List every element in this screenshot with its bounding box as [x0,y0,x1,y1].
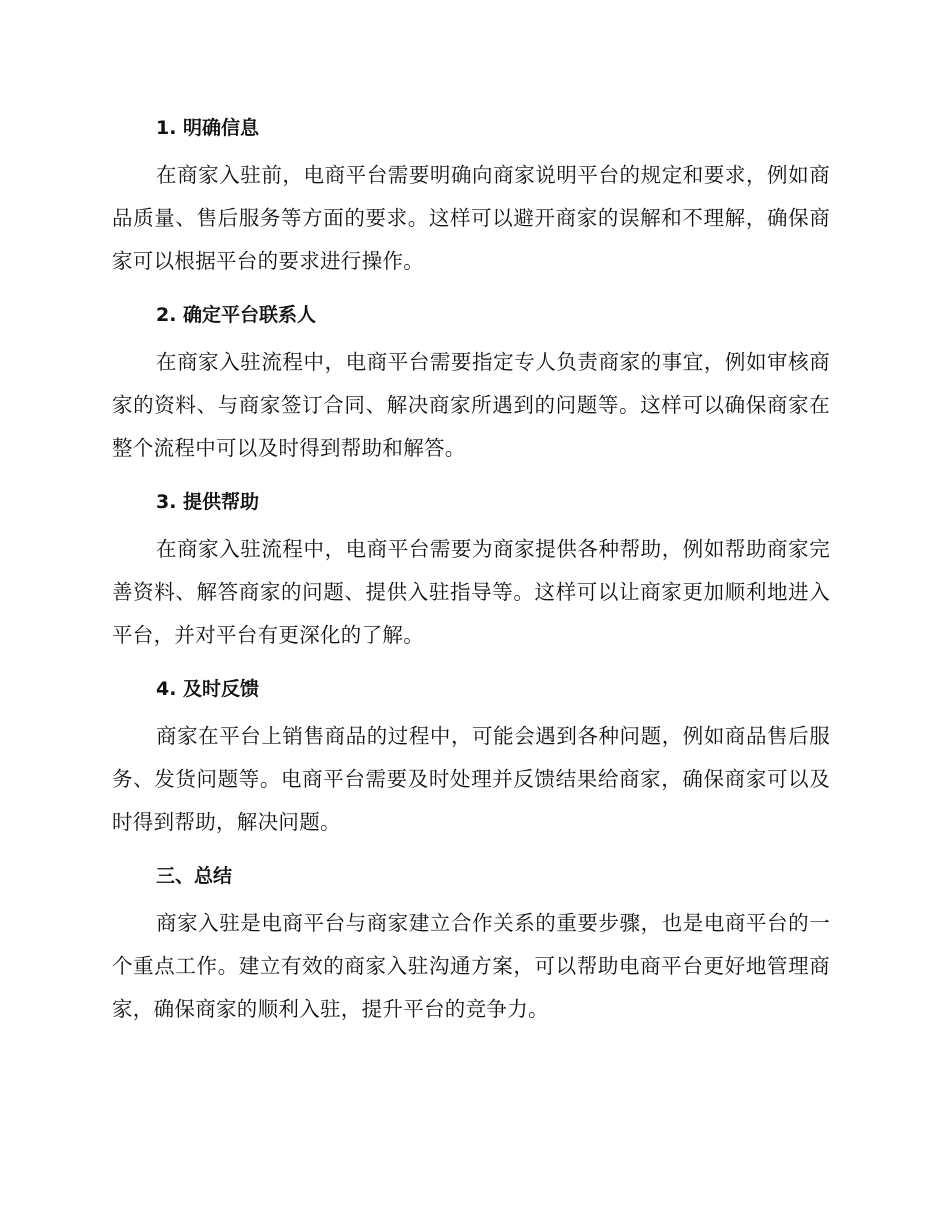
section-heading-1: 1. 明确信息 [156,117,260,139]
section-paragraph-4: 商家在平台上销售商品的过程中，可能会遇到各种问题，例如商品售后服务、发货问题等。电商平台需要及时处理并反馈结果给商家，确保商家可以及时得到帮助，解决问题。 [112,724,830,834]
section-heading-2: 2. 确定平台联系人 [156,304,317,326]
section-paragraph-2: 在商家入驻流程中，电商平台需要指定专人负责商家的事宜，例如审核商家的资料、与商家签订合同、解决商家所遇到的问题等。这样可以确保商家在整个流程中可以及时得到帮助和解答。 [112,350,830,460]
document-body [112,108,830,1043]
section-paragraph-1: 在商家入驻前，电商平台需要明确向商家说明平台的规定和要求，例如商品质量、售后服务等方面的要求。这样可以避开商家的误解和不理解，确保商家可以根据平台的要求进行操作。 [112,163,830,273]
section-heading-4: 4. 及时反馈 [156,678,260,700]
section-heading-3: 3. 提供帮助 [156,491,260,513]
section-paragraph-3: 在商家入驻流程中，电商平台需要为商家提供各种帮助，例如帮助商家完善资料、解答商家的问题、提供入驻指导等。这样可以让商家更加顺利地进入平台，并对平台有更深化的了解。 [112,537,830,647]
summary-paragraph: 商家入驻是电商平台与商家建立合作关系的重要步骤，也是电商平台的一个重点工作。建立有效的商家入驻沟通方案，可以帮助电商平台更好地管理商家，确保商家的顺利入驻，提升平台的竞争力。 [112,911,830,1021]
summary-heading: 三、总结 [156,865,233,887]
